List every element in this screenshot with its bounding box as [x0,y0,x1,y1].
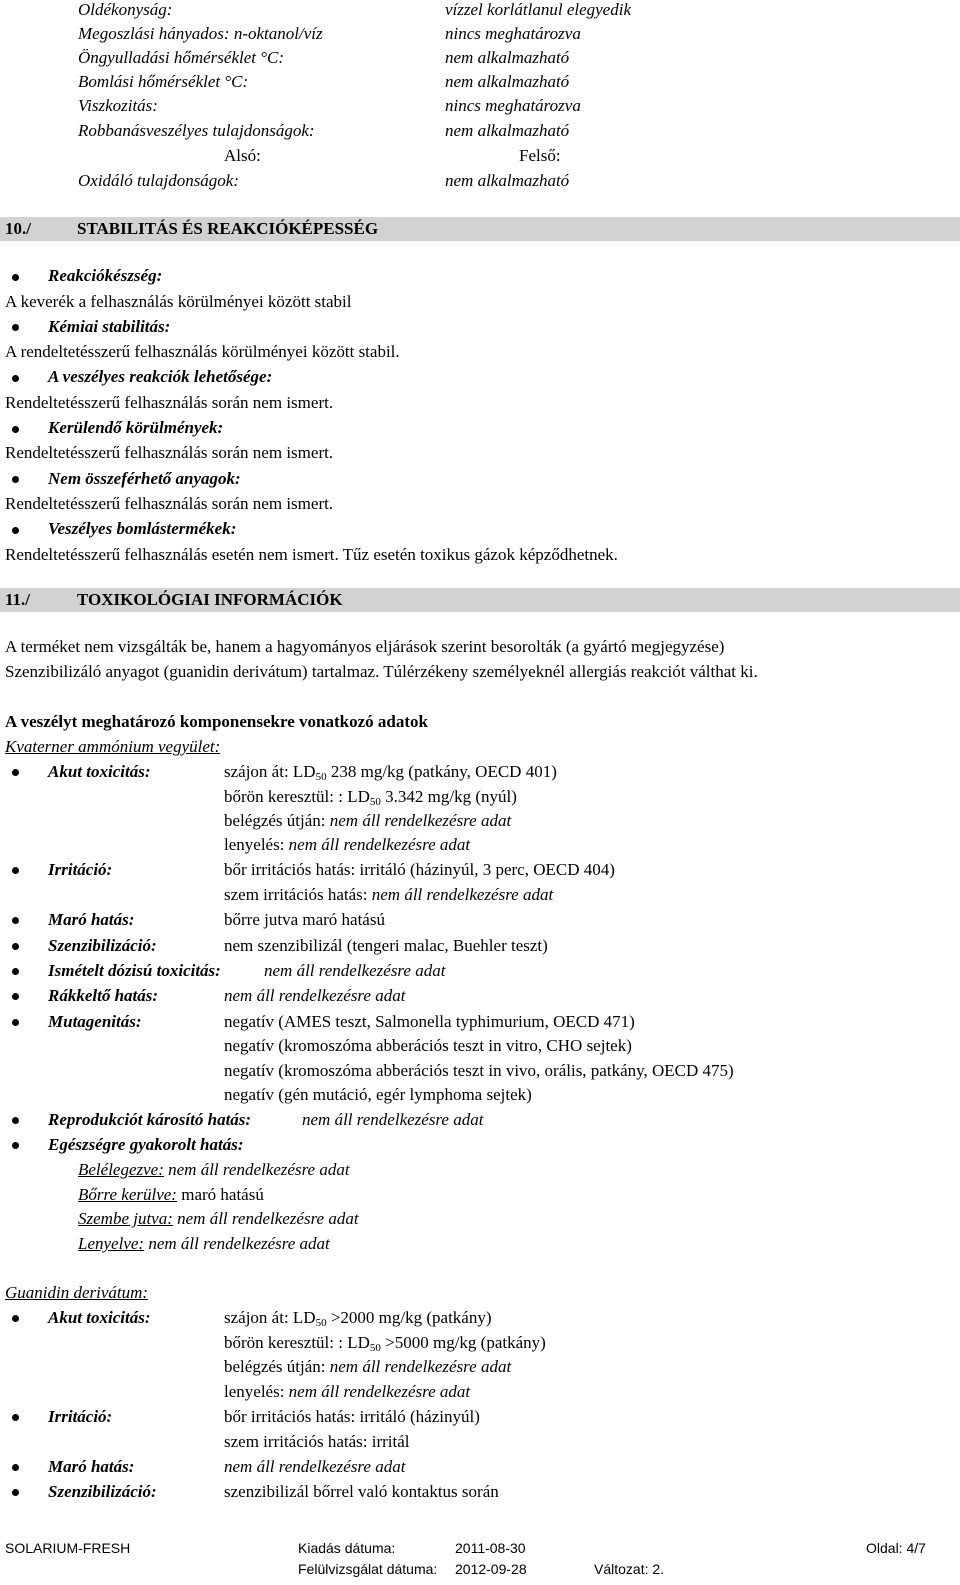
akut-dermal: bőrön keresztül: : $LD_{50}$ 3.342 mg/kg (nyúl) [224,787,517,808]
akut-ingest: lenyelés: nem áll rendelkezésre adat [224,835,471,854]
maro-value: bőrre jutva maró hatású [224,910,385,929]
version: Változat: 2. [594,1561,665,1577]
maro-label: Maró hatás: [48,910,135,929]
bullet [12,324,19,331]
muta-label: Mutagenitás: [48,1012,142,1031]
akut-inhal: belégzés útján: nem áll rendelkezésre adat [224,811,512,830]
item-text: A keverék a felhasználás körülményei között stabil [5,292,352,311]
bullet [12,1464,19,1471]
szenz-label: Szenzibilizáció: [48,936,157,955]
health-label: Egészségre gyakorolt hatás: [48,1135,244,1154]
prop-value: nem alkalmazható [445,72,570,91]
item-text: Rendeltetésszerű felhasználás esetén nem ismert. Tűz esetén toxikus gázok képződhetnek. [5,545,618,564]
bullet [12,993,19,1000]
prop-value: nem alkalmazható [445,48,570,67]
item-heading: Reakciókészség: [48,266,163,285]
prop-label: Viszkozitás: [78,96,158,115]
bullet [12,527,19,534]
muta-value: negatív (AMES teszt, Salmonella typhimurium, OECD 471) [224,1012,635,1031]
bullet [12,1414,19,1421]
irr-skin: bőr irritációs hatás: irritáló (házinyúl) [224,1407,480,1426]
section-number: 10./ [5,219,31,238]
health-row: Lenyelve: nem áll rendelkezésre adat [78,1234,330,1253]
section-title: TOXIKOLÓGIAI INFORMÁCIÓK [77,590,343,609]
bullet [12,1019,19,1026]
bullet [12,943,19,950]
bullet [12,375,19,382]
product-name: SOLARIUM-FRESH [5,1540,131,1556]
item-text: Rendeltetésszerű felhasználás során nem ismert. [5,494,334,513]
prop-value: nincs meghatározva [445,24,581,43]
item-heading: A veszélyes reakciók lehetősége: [48,367,273,386]
bullet [12,968,19,975]
prop-label: Megoszlási hányados: n-oktanol/víz [78,24,323,43]
section-number: 11./ [5,590,31,609]
bullet [12,1117,19,1124]
page-number: Oldal: 4/7 [866,1540,926,1556]
bullet [12,426,19,433]
item-heading: Kémiai stabilitás: [48,317,171,336]
prop-value: nem alkalmazható [445,171,570,190]
irr-skin: bőr irritációs hatás: irritáló (házinyúl, 3 perc, OECD 404) [224,860,615,879]
item-text: A rendeltetésszerű felhasználás körülményei között stabil. [5,342,400,361]
issue-date-label: Kiadás dátuma: [298,1540,396,1556]
akut-label: Akut toxicitás: [48,762,151,781]
health-row: Bőrre kerülve: maró hatású [78,1185,264,1204]
prop-value: nincs meghatározva [445,96,581,115]
rak-label: Rákkeltő hatás: [48,986,159,1005]
prop-value: nem alkalmazható [445,121,570,140]
bullet [12,476,19,483]
bullet [12,1142,19,1149]
akut-label: Akut toxicitás: [48,1308,151,1327]
item-text: Rendeltetésszerű felhasználás során nem ismert. [5,443,334,462]
muta-value: negatív (kromoszóma abberációs teszt in vivo, orális, patkány, OECD 475) [224,1061,734,1080]
upper-limit-label: Felső: [519,146,561,165]
prop-label: Oldékonyság: [78,0,173,19]
akut-ingest: lenyelés: nem áll rendelkezésre adat [224,1382,471,1401]
component-name: Guanidin derivátum: [5,1283,149,1302]
muta-value: negatív (kromoszóma abberációs teszt in vitro, CHO sejtek) [224,1036,632,1055]
bullet [12,274,19,281]
section-11-header [0,588,960,612]
akut-inhal: belégzés útján: nem áll rendelkezésre adat [224,1357,512,1376]
maro-value: nem áll rendelkezésre adat [224,1457,406,1476]
irr-label: Irritáció: [48,1407,113,1426]
prop-label: Bomlási hőmérséklet °C: [78,72,249,91]
akut-oral: szájon át: $LD_{50}$ 238 mg/kg (patkány, OECD 401) [224,762,557,783]
component-name: Kvaterner ammónium vegyület: [5,737,221,756]
bullet [12,1489,19,1496]
components-heading: A veszélyt meghatározó komponensekre vonatkozó adatok [5,712,428,731]
ism-value: nem áll rendelkezésre adat [264,961,446,980]
prop-value: vízzel korlátlanul elegyedik [445,0,631,19]
item-heading: Kerülendő körülmények: [48,418,224,437]
health-row: Szembe jutva: nem áll rendelkezésre adat [78,1209,359,1228]
intro-line: A terméket nem vizsgálták be, hanem a hagyományos eljárások szerint besorolták (a gyártó megjegyzése) [5,637,725,656]
szenz-value: nem szenzibilizál (tengeri malac, Buehler teszt) [224,936,548,955]
item-heading: Veszélyes bomlástermékek: [48,519,237,538]
szenz-value: szenzibilizál bőrrel való kontaktus során [224,1482,499,1501]
intro-line: Szenzibilizáló anyagot (guanidin derivátum) tartalmaz. Túlérzékeny személyeknél allergiás reakciót válthat ki. [5,662,758,681]
prop-label: Öngyulladási hőmérséklet °C: [78,48,285,67]
issue-date: 2011-08-30 [455,1540,526,1556]
lower-limit-label: Alsó: [224,146,261,165]
bullet [12,867,19,874]
revision-date: 2012-09-28 [455,1561,527,1577]
item-heading: Nem összeférhető anyagok: [48,469,241,488]
item-text: Rendeltetésszerű felhasználás során nem ismert. [5,393,334,412]
bullet [12,917,19,924]
szenz-label: Szenzibilizáció: [48,1482,157,1501]
bullet [12,1315,19,1322]
akut-oral: szájon át: $LD_{50} >2000$ mg/kg (patkány) [224,1308,492,1329]
prop-label: Robbanásveszélyes tulajdonságok: [78,121,315,140]
prop-label: Oxidáló tulajdonságok: [78,171,240,190]
maro-label: Maró hatás: [48,1457,135,1476]
rak-value: nem áll rendelkezésre adat [224,986,406,1005]
muta-value: negatív (gén mutáció, egér lymphoma sejtek) [224,1085,532,1104]
bullet [12,769,19,776]
irr-eye: szem irritációs hatás: nem áll rendelkezésre adat [224,885,554,904]
revision-date-label: Felülvizsgálat dátuma: [298,1561,438,1577]
health-row: Belélegezve: nem áll rendelkezésre adat [78,1160,350,1179]
repro-value: nem áll rendelkezésre adat [302,1110,484,1129]
ism-label: Ismételt dózisú toxicitás: [48,961,221,980]
section-10-header [0,217,960,241]
repro-label: Reprodukciót károsító hatás: [48,1110,252,1129]
akut-dermal: bőrön keresztül: : $LD_{50} >5000$ mg/kg (patkány) [224,1333,546,1354]
irr-label: Irritáció: [48,860,113,879]
section-title: STABILITÁS ÉS REAKCIÓKÉPESSÉG [77,219,379,238]
irr-eye: szem irritációs hatás: irritál [224,1432,410,1451]
